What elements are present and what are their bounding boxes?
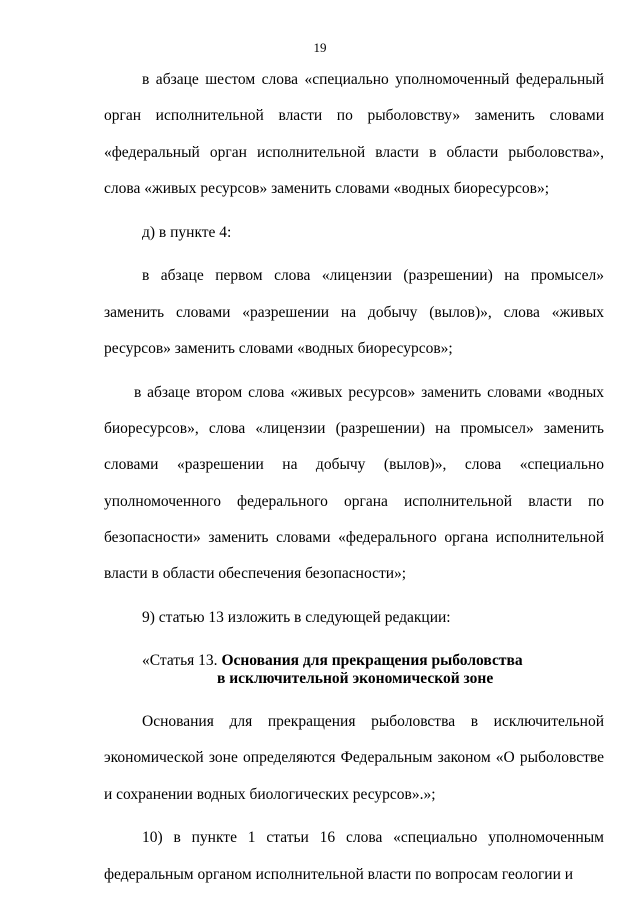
- article-heading: [104, 644, 604, 688]
- paragraph-abzac-vtoroy: в абзаце втором слова «живых ресурсов» заменить словами «водных биоресурсов», слова «лицензии (разрешении) на промысел» заменить словами «разрешении на добычу (вылов)», слова «специально уполномоченного федерального органа исполнительной власти по безопасности» заменить словами «федерального органа исполнительной власти в области обеспечения безопасности»;: [104, 383, 604, 583]
- document-body: [104, 62, 604, 900]
- article-label: «Статья 13.: [142, 651, 218, 669]
- article-title-line2: в исключительной экономической зоне: [217, 669, 494, 687]
- page-number: 19: [313, 40, 327, 55]
- paragraph-article-body: Основания для прекращения рыболовства в исключительной экономической зоне определяются Федеральным законом «О рыболовстве и сохранении водных биологических ресурсов».»;: [104, 712, 604, 803]
- paragraph-punkt-4: д) в пункте 4:: [142, 223, 232, 241]
- paragraph-abzac-shestoy: в абзаце шестом слова «специально уполномоченный федеральный орган исполнительной власти по рыболовству» заменить словами «федеральный орган исполнительной власти в области рыболовства», слова «живых ресурсов» заменить словами «водных биоресурсов»;: [104, 71, 604, 197]
- article-title-line1: Основания для прекращения рыболовства: [221, 651, 523, 669]
- paragraph-punkt-10: 10) в пункте 1 статьи 16 слова «специально уполномоченным федеральным органом исполнительной власти по вопросам геологии и: [104, 829, 604, 883]
- paragraph-statya-13-intro: 9) статью 13 изложить в следующей редакции:: [142, 609, 451, 627]
- paragraph-abzac-pervyy: в абзаце первом слова «лицензии (разрешении) на промысел» заменить словами «разрешении на добычу (вылов)», слова «живых ресурсов» заменить словами «водных биоресурсов»;: [104, 267, 604, 358]
